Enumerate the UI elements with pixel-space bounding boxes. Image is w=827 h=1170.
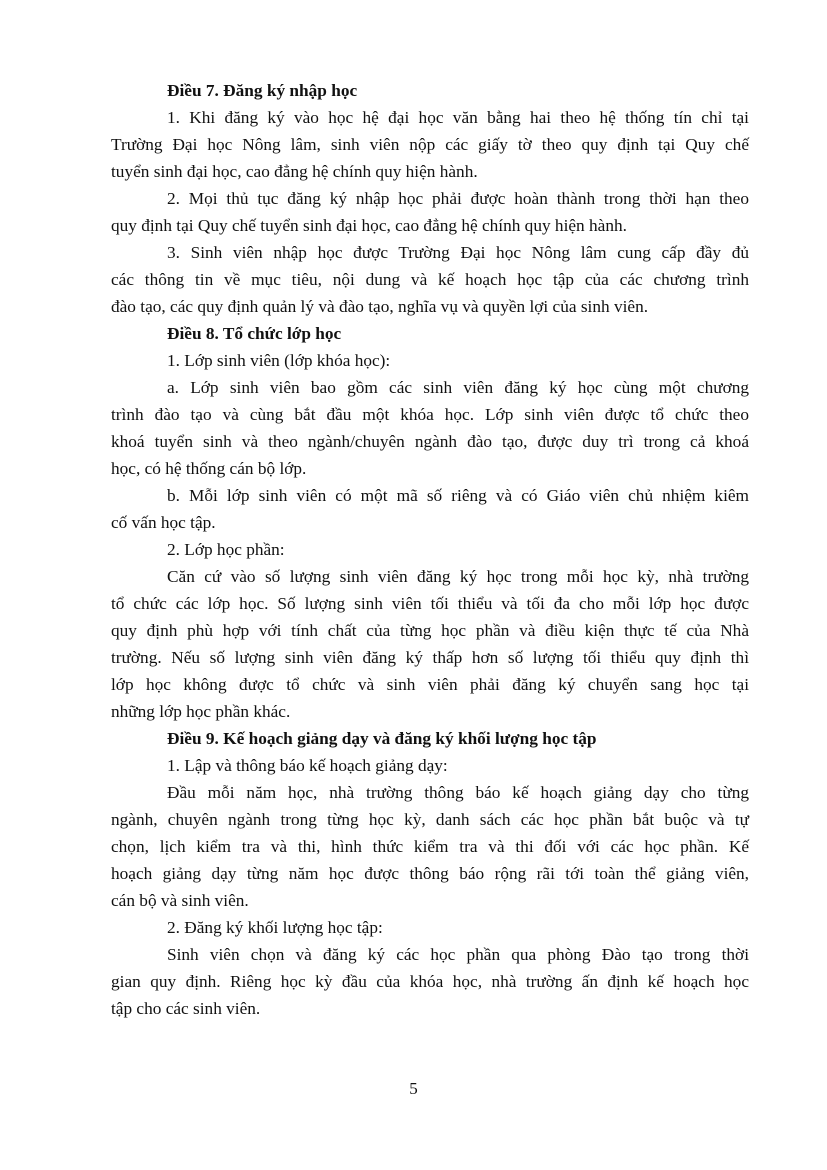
paragraph-line: tổ chức các lớp học. Số lượng sinh viên tối thiểu và tối đa cho mỗi lớp học được xyxy=(111,594,749,613)
paragraph-line: chọn, lịch kiểm tra và thi, hình thức kiểm tra và thi đối với các học phần. Kế xyxy=(111,837,749,856)
paragraph-line: trình đào tạo và cùng bắt đầu một khóa học. Lớp sinh viên được tổ chức theo xyxy=(111,405,749,424)
paragraph-line: những lớp học phần khác. xyxy=(111,702,291,721)
paragraph-line: gian quy định. Riêng học kỳ đầu của khóa học, nhà trường ấn định kế hoạch học xyxy=(111,972,749,991)
paragraph-line: 3. Sinh viên nhập học được Trường Đại học Nông lâm cung cấp đầy đủ xyxy=(167,243,749,262)
paragraph-line: 2. Mọi thủ tục đăng ký nhập học phải được hoàn thành trong thời hạn theo xyxy=(167,189,749,208)
paragraph-line: học, có hệ thống cán bộ lớp. xyxy=(111,459,307,478)
paragraph-line: b. Mỗi lớp sinh viên có một mã số riêng và có Giáo viên chủ nhiệm kiêm xyxy=(167,486,749,505)
paragraph-line: tập cho các sinh viên. xyxy=(111,999,261,1018)
paragraph-line: 1. Lớp sinh viên (lớp khóa học): xyxy=(167,351,391,370)
paragraph-line: quy định tại Quy chế tuyển sinh đại học, cao đẳng hệ chính quy hiện hành. xyxy=(111,216,627,235)
paragraph-line: Trường Đại học Nông lâm, sinh viên nộp các giấy tờ theo quy định tại Quy chế xyxy=(111,135,749,154)
paragraph-line: cố vấn học tập. xyxy=(111,513,216,532)
paragraph-line: 2. Lớp học phần: xyxy=(167,540,285,559)
paragraph-line: 2. Đăng ký khối lượng học tập: xyxy=(167,918,383,937)
paragraph-line: Căn cứ vào số lượng sinh viên đăng ký học trong mỗi học kỳ, nhà trường xyxy=(167,567,749,586)
page-number: 5 xyxy=(409,1079,418,1098)
paragraph-line: lớp học không được tổ chức và sinh viên phải đăng ký chuyển sang học tại xyxy=(111,675,749,694)
paragraph-line: hoạch giảng dạy từng năm học được thông báo rộng rãi tới toàn thể giảng viên, xyxy=(111,864,749,883)
paragraph-line: 1. Khi đăng ký vào học hệ đại học văn bằng hai theo hệ thống tín chỉ tại xyxy=(167,108,749,127)
paragraph-line: khoá tuyển sinh và theo ngành/chuyên ngành đào tạo, được duy trì trong cả khoá xyxy=(111,432,749,451)
paragraph-line: quy định phù hợp với tính chất của từng học phần và điều kiện thực tế của Nhà xyxy=(111,621,749,640)
document-body xyxy=(111,77,749,1022)
paragraph-line: cán bộ và sinh viên. xyxy=(111,891,249,910)
paragraph-line: tuyển sinh đại học, cao đẳng hệ chính quy hiện hành. xyxy=(111,162,478,181)
paragraph-line: ngành, chuyên ngành trong từng học kỳ, danh sách các học phần bắt buộc và tự xyxy=(111,810,749,829)
paragraph-line: 1. Lập và thông báo kế hoạch giảng dạy: xyxy=(167,756,448,775)
article-7-heading: Điều 7. Đăng ký nhập học xyxy=(167,81,358,100)
paragraph-line: trường. Nếu số lượng sinh viên đăng ký thấp hơn số lượng tối thiểu quy định thì xyxy=(111,648,749,667)
paragraph-line: a. Lớp sinh viên bao gồm các sinh viên đăng ký học cùng một chương xyxy=(167,378,749,397)
article-8-heading: Điều 8. Tổ chức lớp học xyxy=(167,324,342,343)
paragraph-line: Sinh viên chọn và đăng ký các học phần qua phòng Đào tạo trong thời xyxy=(167,945,749,964)
paragraph-line: các thông tin về mục tiêu, nội dung và kế hoạch học tập của các chương trình xyxy=(111,270,749,289)
paragraph-line: đào tạo, các quy định quản lý và đào tạo, nghĩa vụ và quyền lợi của sinh viên. xyxy=(111,297,649,316)
article-9-heading: Điều 9. Kế hoạch giảng dạy và đăng ký khối lượng học tập xyxy=(167,729,597,748)
paragraph-line: Đầu mỗi năm học, nhà trường thông báo kế hoạch giảng dạy cho từng xyxy=(167,783,749,802)
